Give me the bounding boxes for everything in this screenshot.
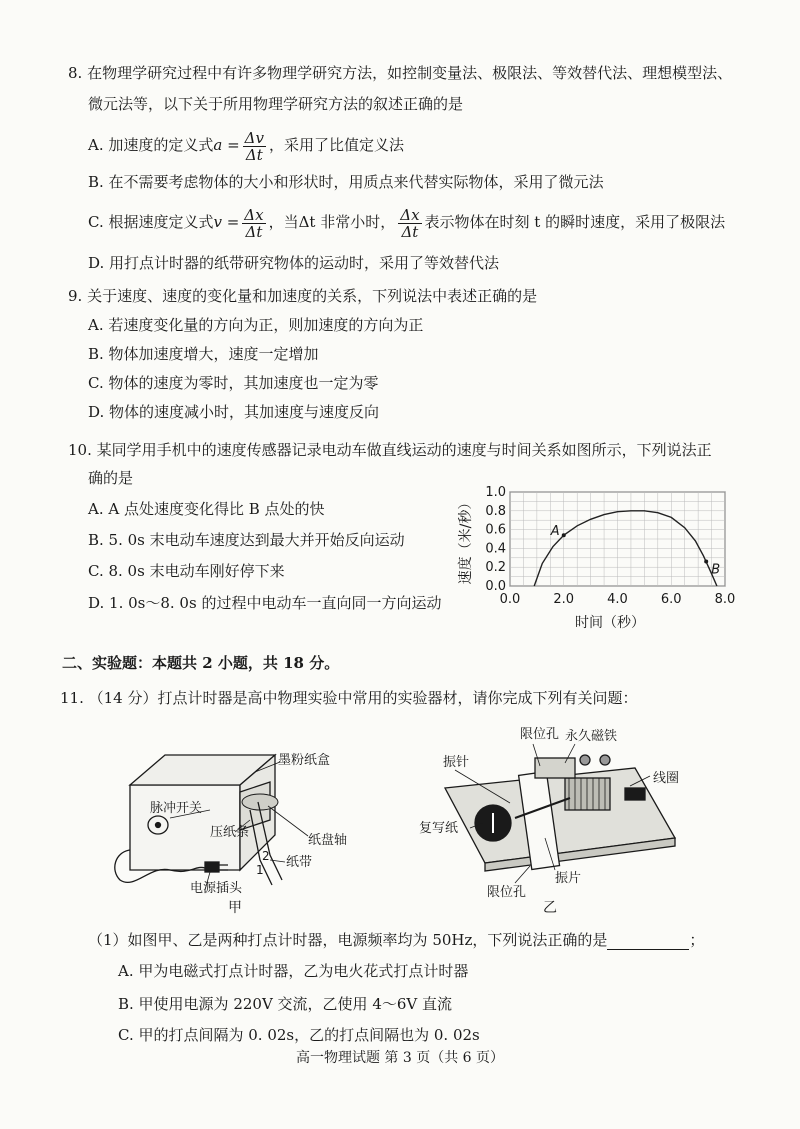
y-tick-label: 0.4	[485, 541, 506, 557]
q11-option-a: A. 甲为电磁式打点计时器，乙为电火花式打点计时器	[118, 962, 469, 980]
q9-stem: 9. 关于速度、速度的变化量和加速度的关系，下列说法中表述正确的是	[68, 287, 538, 305]
x-tick-label: 8.0	[714, 592, 736, 607]
velocity-time-chart	[450, 478, 750, 633]
point-label-A: A	[550, 524, 560, 540]
q11-sub1-stem: （1）如图甲、乙是两种打点计时器，电源频率均为 50Hz，下列说法正确的是 ；	[88, 931, 705, 949]
q10-option-c: C. 8. 0s 末电动车刚好停下来	[88, 562, 285, 580]
label-permanent-magnet: 永久磁铁	[565, 729, 618, 744]
y-tick-label: 0.2	[485, 560, 506, 576]
chart-grid	[510, 492, 725, 586]
label-paper-tape: 纸带	[286, 855, 313, 870]
x-tick-label: 2.0	[553, 592, 575, 607]
q11-stem: 11. （14 分）打点计时器是高中物理实验中常用的实验器材，请你完成下列有关问题：	[60, 689, 638, 707]
label-limit-hole-bottom: 限位孔	[487, 885, 527, 900]
point-B	[704, 560, 708, 564]
q8-option-a: A. 加速度的定义式a = $\frac{\Delta v}{\Delta t}$ ，采用了比值定义法	[88, 128, 404, 164]
q10-option-d: D. 1. 0s～8. 0s 的过程中电动车一直向同一方向运动	[88, 594, 442, 612]
x-tick-label: 0.0	[499, 592, 521, 607]
label-toner-box: 墨粉纸盒	[278, 753, 331, 768]
label-paper-clamp: 压纸条	[210, 825, 250, 840]
q10-option-b: B. 5. 0s 末电动车速度达到最大并开始反向运动	[88, 531, 405, 549]
y-tick-label: 0.6	[485, 522, 506, 538]
q9-option-b: B. 物体加速度增大，速度一定增加	[88, 345, 319, 363]
q8-option-b: B. 在不需要考虑物体的大小和形状时，用质点来代替实际物体，采用了微元法	[88, 173, 604, 191]
q9-option-d: D. 物体的速度减小时，其加速度与速度反向	[88, 403, 380, 421]
point-A	[562, 533, 566, 537]
q11-option-c: C. 甲的打点间隔为 0. 02s，乙的打点间隔也为 0. 02s	[118, 1026, 480, 1044]
answer-blank[interactable]	[607, 935, 689, 950]
q8-option-c: C. 根据速度定义式v = $\frac{\Delta x}{\Delta t}$ ，当Δt 非常小时， $\frac{\Delta x}{\Delta t}$ 表示物体在时刻 t 的瞬时速度，采用了极限法	[88, 205, 726, 241]
caption-jia: 甲	[228, 900, 242, 915]
label-carbon-paper: 复写纸	[419, 821, 459, 836]
q8-stem-line2: 微元法等，以下关于所用物理学研究方法的叙述正确的是	[88, 95, 464, 113]
caption-yi: 乙	[543, 900, 557, 916]
label-vibrating-needle: 振针	[443, 755, 470, 770]
electromagnetic-timer-base	[445, 755, 675, 871]
label-limit-hole-top: 限位孔	[520, 727, 560, 742]
label-vibrating-plate: 振片	[555, 871, 582, 886]
label-reel-shaft: 纸盘轴	[308, 833, 348, 848]
chart-annotations	[550, 524, 720, 577]
q11-option-b: B. 甲使用电源为 220V 交流，乙使用 4～6V 直流	[118, 995, 453, 1013]
y-tick-label: 0.0	[485, 579, 506, 594]
x-tick-label: 6.0	[660, 592, 682, 607]
figure-jia-spark-timer	[110, 740, 370, 915]
chart-x-axis-label: 时间（秒）	[575, 615, 645, 631]
q10-stem-line2: 确的是	[88, 469, 134, 487]
q8-option-d: D. 用打点计时器的纸带研究物体的运动时，采用了等效替代法	[88, 254, 500, 272]
q10-option-a: A. A 点处速度变化得比 B 点处的快	[88, 500, 325, 518]
q9-option-a: A. 若速度变化量的方向为正，则加速度的方向为正	[88, 316, 424, 334]
q10-stem-line1: 10. 某同学用手机中的速度传感器记录电动车做直线运动的速度与时间关系如图所示，下列说法正	[68, 441, 712, 459]
tape-mark-2: 2	[262, 849, 270, 863]
y-tick-label: 1.0	[485, 485, 506, 500]
section-2-title: 二、实验题：本题共 2 小题，共 18 分。	[62, 654, 340, 672]
tape-mark-1: 1	[256, 863, 264, 877]
point-label-B: B	[711, 562, 721, 578]
q8-stem-line1: 8. 在物理学研究过程中有许多物理学研究方法，如控制变量法、极限法、等效替代法、理想模型法、	[68, 64, 733, 82]
page-footer: 高一物理试题 第 3 页（共 6 页）	[295, 1050, 505, 1066]
label-power-plug: 电源插头	[190, 881, 243, 896]
q9-option-c: C. 物体的速度为零时，其加速度也一定为零	[88, 374, 379, 392]
y-tick-label: 0.8	[485, 503, 506, 519]
figure-yi-electromagnetic-timer	[415, 718, 705, 918]
label-coil: 线圈	[653, 771, 680, 786]
x-tick-label: 4.0	[607, 592, 628, 607]
chart-y-axis-label: 速度（米/秒）	[458, 495, 474, 585]
label-pulse-switch: 脉冲开关	[150, 801, 203, 816]
